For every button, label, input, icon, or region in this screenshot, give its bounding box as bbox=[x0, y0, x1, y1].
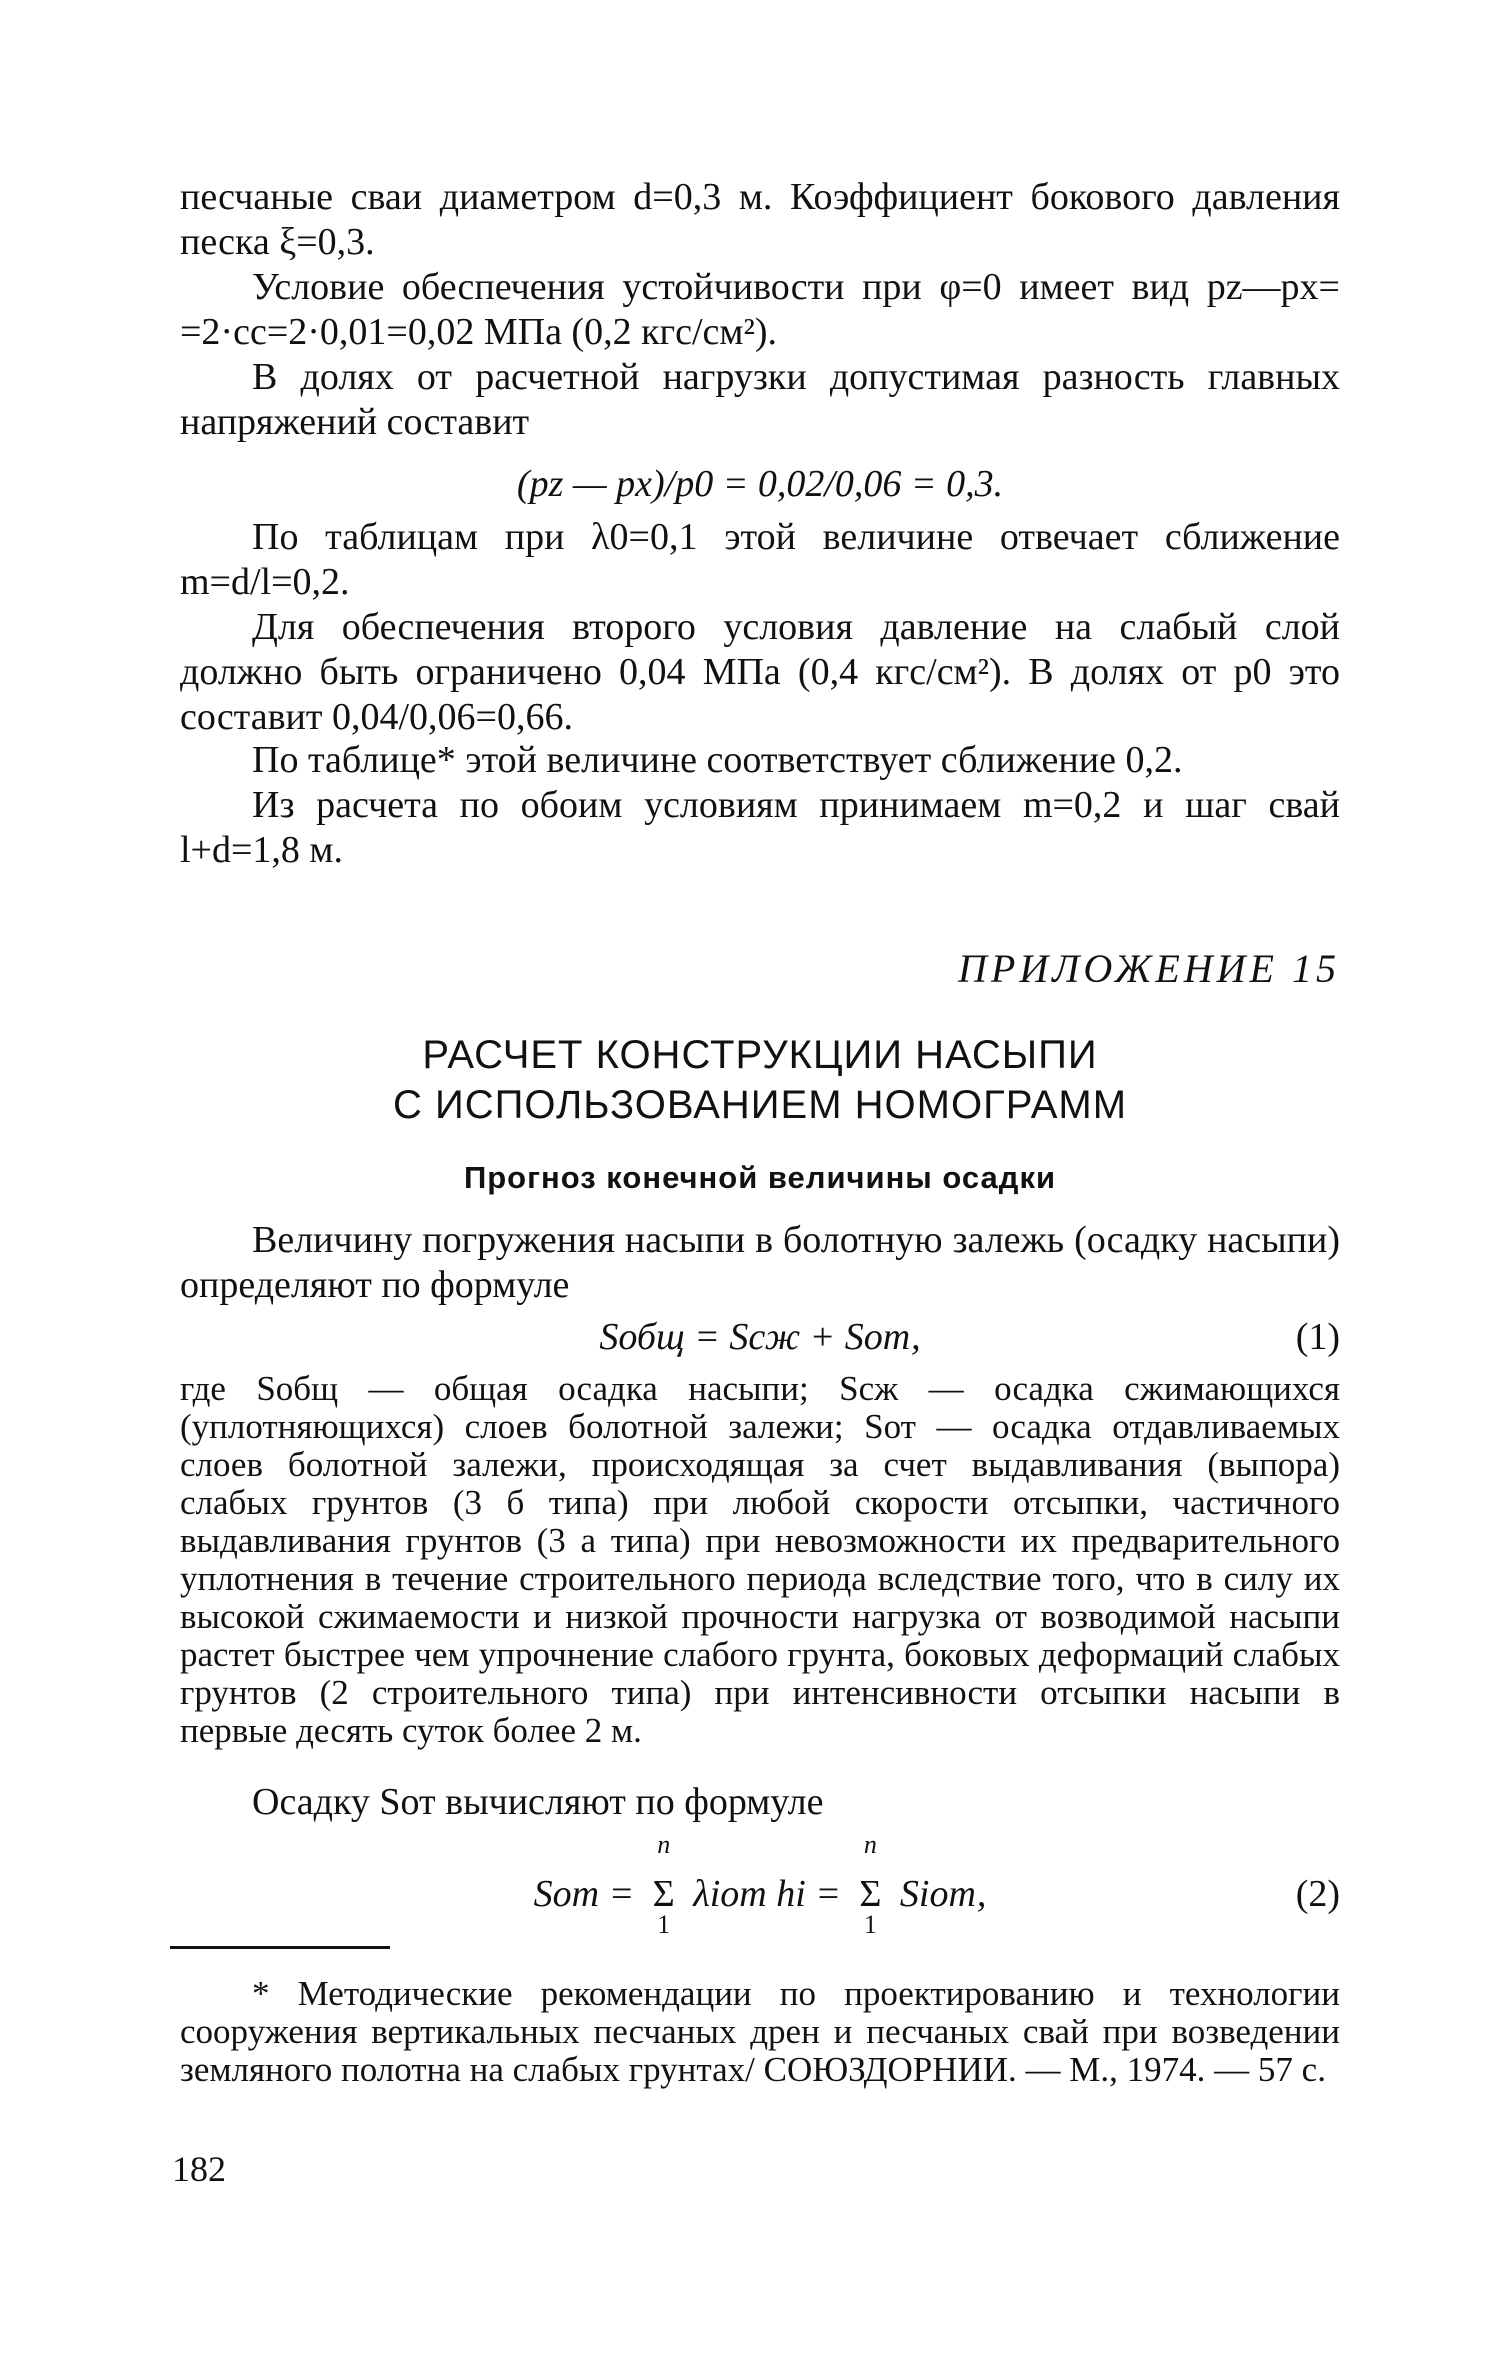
formula1-body: Sобщ = Sсж + Sот, bbox=[599, 1316, 921, 1358]
paragraph-tables: По таблицам при λ0=0,1 этой величине отвечает сближение m=d/l=0,2. bbox=[180, 516, 1340, 603]
sum-symbol-1 bbox=[644, 1830, 684, 1939]
formula-squeezed-settlement bbox=[180, 1830, 1340, 1939]
sum2-sigma: Σ bbox=[859, 1873, 882, 1915]
paragraph-stability-condition: Условие обеспечения устойчивости при φ=0 имеет вид pz—px= =2·cc=2·0,01=0,02 МПа (0,2 кгс/см²). bbox=[180, 266, 1340, 353]
sum1-lower: 1 bbox=[657, 1910, 671, 1939]
section-title-line1: РАСЧЕТ КОНСТРУКЦИИ НАСЫПИ bbox=[422, 1033, 1098, 1077]
formula2-term2: Siот, bbox=[899, 1873, 987, 1915]
sum1-sigma: Σ bbox=[652, 1873, 675, 1915]
paragraph-formula2-intro: Осадку Sот вычисляют по формуле bbox=[252, 1781, 824, 1823]
sum-symbol-2 bbox=[850, 1830, 890, 1939]
formula2-lhs: Sот = bbox=[533, 1873, 635, 1915]
page-number: 182 bbox=[172, 2149, 226, 2189]
formula2-number: (2) bbox=[1295, 1873, 1340, 1915]
section-title-line2: С ИСПОЛЬЗОВАНИЕМ НОМОГРАММ bbox=[392, 1083, 1128, 1127]
sum1-upper: n bbox=[657, 1830, 671, 1859]
paragraph-settlement-definitions: где Sобщ — общая осадка насыпи; Sсж — осадка сжимающихся (уплотняющихся) слоев болотной залежи; Sот — осадка отдавливаемых слоев болотной залежи, происходящая за счет выдавливания (выпора) слабых грунтов (3 б типа) при любой скорости отсыпки, частичного выдавливания грунтов (3 а типа) при невозможности их предварительного уплотнения в течение строительного периода вследствие того, что в силу их высокой сжимаемости и низкой прочности нагрузка от возводимой насыпи растет быстрее чем упрочнение слабого грунта, боковых деформаций слабых грунтов (2 строительного типа) при интенсивности отсыпки насыпи в первые десять суток более 2 м. bbox=[180, 1369, 1340, 1750]
paragraph-table-footnote: По таблице* этой величине соответствует сближение 0,2. bbox=[252, 739, 1183, 781]
formula-stress-ratio: (pz — px)/p0 = 0,02/0,06 = 0,3. bbox=[516, 463, 1004, 505]
formula2-term1: λiот hi = bbox=[693, 1873, 841, 1915]
formula-total-settlement bbox=[180, 1315, 1340, 1359]
appendix-label: ПРИЛОЖЕНИЕ 15 bbox=[958, 946, 1340, 991]
paragraph-result: Из расчета по обоим условиям принимаем m=0,2 и шаг свай l+d=1,8 м. bbox=[180, 784, 1340, 871]
paragraph-stress-difference: В долях от расчетной нагрузки допустимая разность главных напряжений составит bbox=[180, 356, 1340, 443]
formula1-number: (1) bbox=[1295, 1316, 1340, 1358]
subsection-title: Прогноз конечной величины осадки bbox=[463, 1160, 1057, 1195]
footnote: * Методические рекомендации по проектированию и технологии сооружения вертикальных песчаных дрен и песчаных свай при возведении земляного полотна на слабых грунтах/ СОЮЗДОРНИИ. — М., 1974. — 57 с. bbox=[180, 1974, 1340, 2089]
paragraph-settlement-intro: Величину погружения насыпи в болотную залежь (осадку насыпи) определяют по формуле bbox=[180, 1219, 1340, 1306]
paragraph-piles: песчаные сваи диаметром d=0,3 м. Коэффициент бокового давления песка ξ=0,3. bbox=[180, 176, 1340, 263]
sum2-lower: 1 bbox=[863, 1910, 877, 1939]
paragraph-second-condition: Для обеспечения второго условия давление на слабый слой должно быть ограничено 0,04 МПа (0,4 кгс/см²). В долях от p0 это составит 0,04/0,06=0,66. bbox=[180, 606, 1340, 738]
sum2-upper: n bbox=[863, 1830, 877, 1859]
footnote-divider bbox=[170, 1946, 390, 1949]
